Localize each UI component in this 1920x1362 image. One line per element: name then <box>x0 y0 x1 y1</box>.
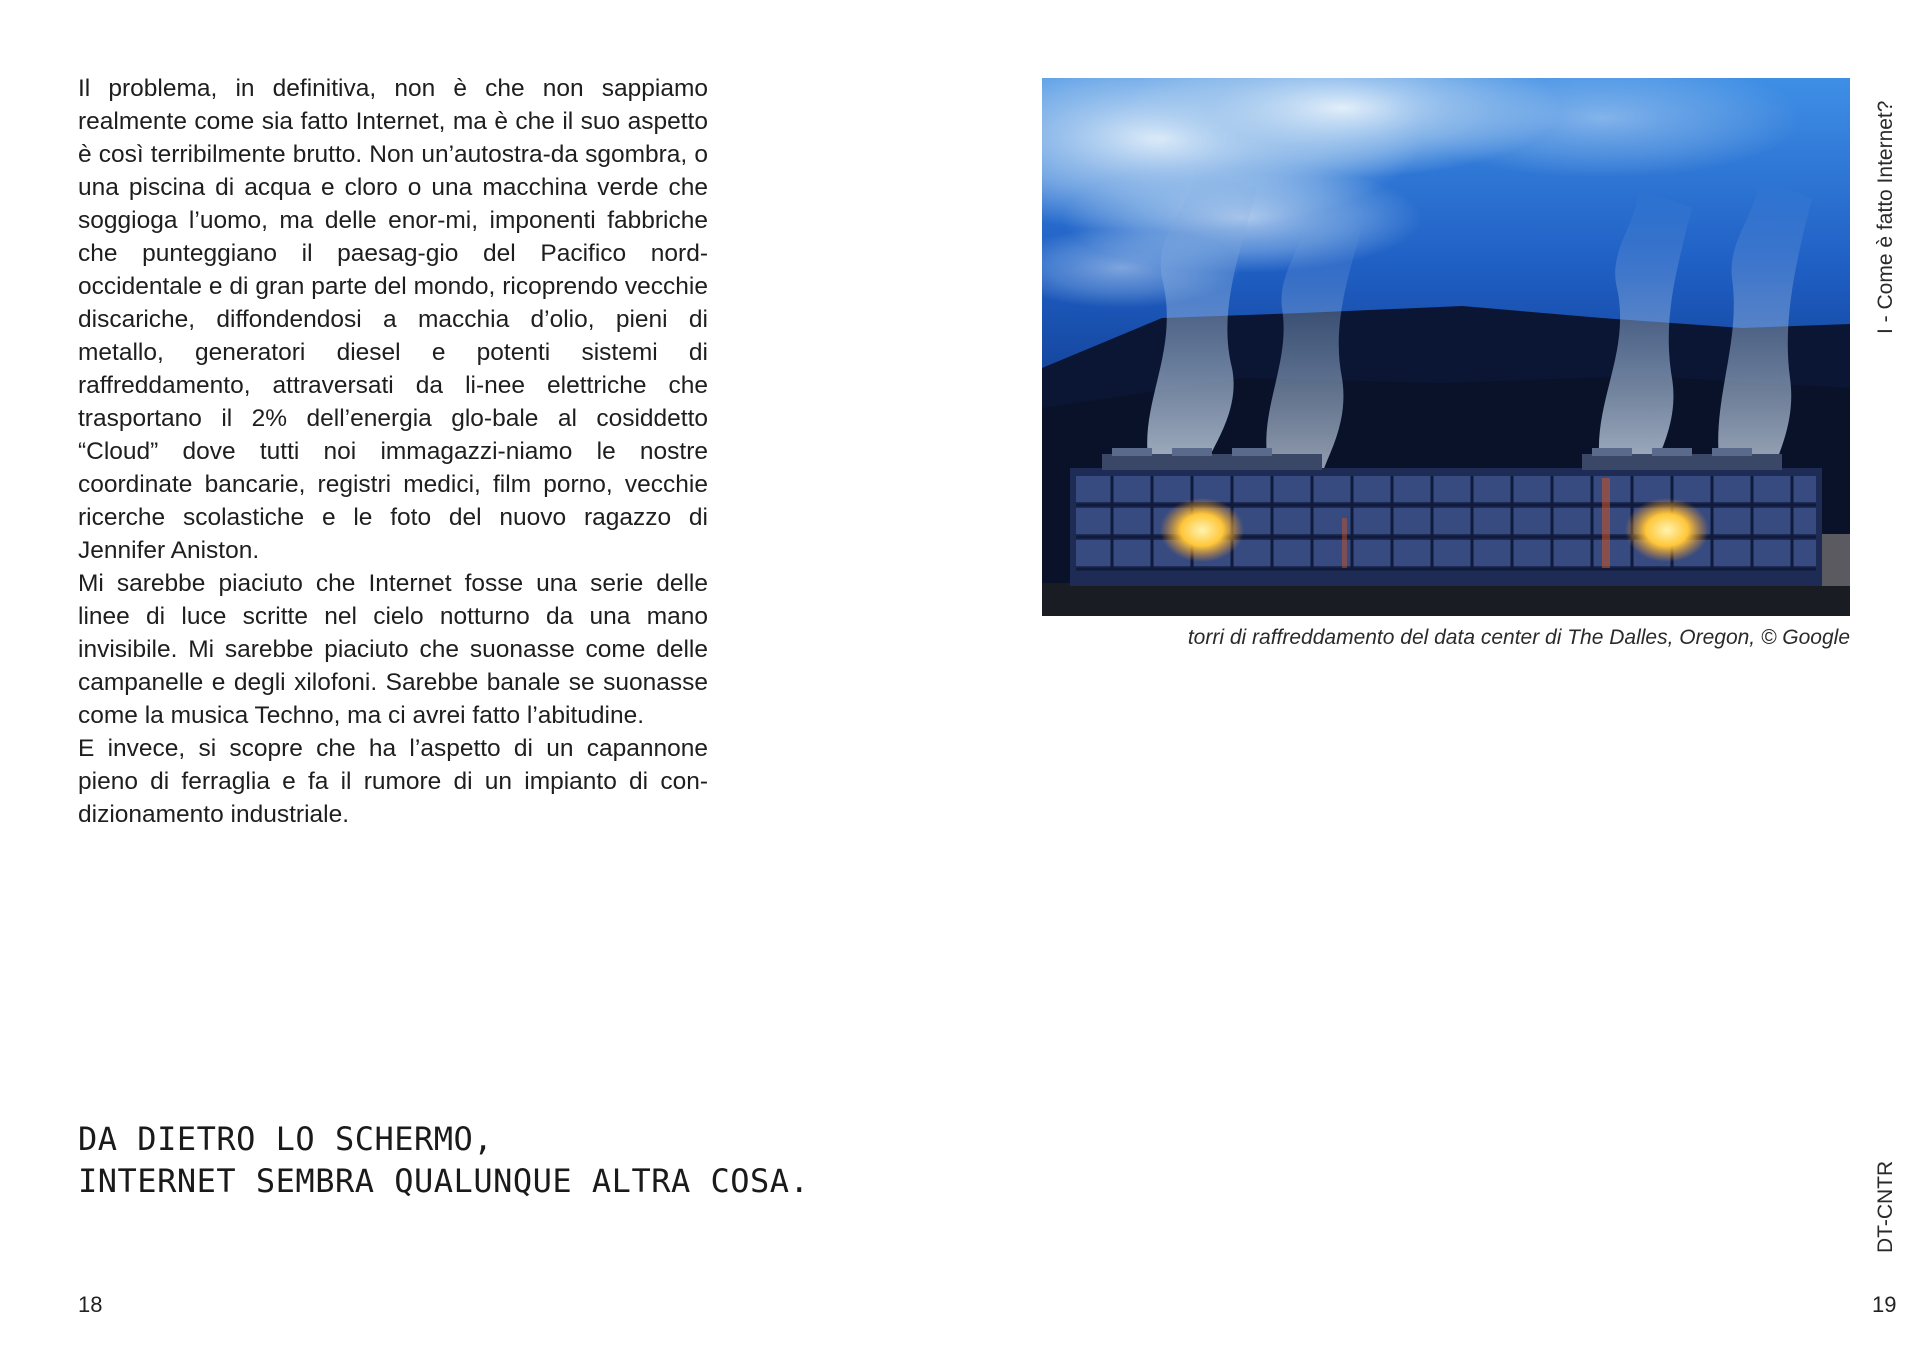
running-head-chapter: I - Come è fatto Internet? <box>1874 100 1897 334</box>
paragraph-3: E invece, si scopre che ha l’aspetto di un capannone pieno di ferraglia e fa il rumore di un impianto di con-dizionamento industriale. <box>78 735 708 828</box>
data-center-cooling-towers-photo <box>1042 78 1850 616</box>
paragraph-1: Il problema, in definitiva, non è che non sappiamo realmente come sia fatto Internet, ma è che il suo aspetto è così terribilmente brutto. Non un’autostra-da sgombra, o una piscina di acqua e cloro o una macchina verde che soggioga l’uomo, ma delle enor-mi, imponenti fabbriche che punteggiano il paesag-gio del Pacifico nord-occidentale e di gran parte del mondo, ricoprendo vecchie discariche, diffondendosi a macchia d’olio, pieni di metallo, generatori diesel e potenti sistemi di raffreddamento, attraversati da li-nee elettriche che trasportano il 2% dell’energia glo-bale al cosiddetto “Cloud” dove tutti noi immagazzi-niamo le nostre coordinate bancarie, registri medici, film porno, vecchie ricerche scolastiche e le foto del nuovo ragazzo di Jennifer Aniston. <box>78 75 708 564</box>
running-head-short: DT-CNTR <box>1874 1160 1897 1253</box>
page-number-left: 18 <box>78 1292 103 1317</box>
pull-quote <box>78 1118 978 1202</box>
page-number-right: 19 <box>1872 1292 1897 1317</box>
pull-quote-line-1: DA DIETRO LO SCHERMO, <box>78 1120 494 1158</box>
pull-quote-line-2: INTERNET SEMBRA QUALUNQUE ALTRA COSA. <box>78 1162 810 1200</box>
data-center-photo <box>1042 78 1850 616</box>
body-text <box>78 72 708 831</box>
paragraph-2: Mi sarebbe piaciuto che Internet fosse una serie delle linee di luce scritte nel cielo notturno da una mano invisibile. Mi sarebbe piaciuto che suonasse come delle campanelle e degli xilofoni. Sarebbe banale se suonasse come la musica Techno, ma ci avrei fatto l’abitudine. <box>78 570 708 729</box>
photo-caption: torri di raffreddamento del data center di The Dalles, Oregon, © Google <box>1187 626 1850 649</box>
